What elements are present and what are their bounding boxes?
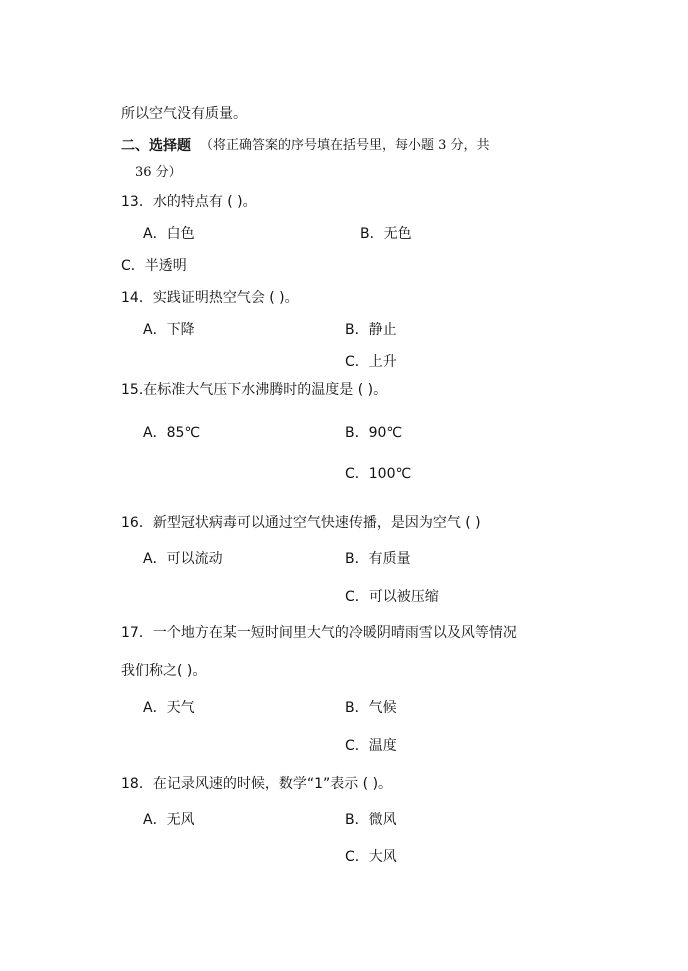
question-15-option-b[interactable]: B．90℃: [345, 425, 403, 441]
question-13-option-c[interactable]: C．半透明: [121, 258, 187, 274]
question-13-option-a[interactable]: A．白色: [143, 226, 195, 242]
question-17-option-a[interactable]: A．天气: [143, 700, 195, 716]
question-15-option-a[interactable]: A．85℃: [143, 425, 201, 441]
question-18-stem: 18．在记录风速的时候，数学“1”表示 ( )。: [121, 776, 393, 792]
question-16-option-c[interactable]: C．可以被压缩: [345, 589, 439, 605]
question-18-option-a[interactable]: A．无风: [143, 812, 195, 828]
section-note-line2: 36 分）: [135, 165, 182, 180]
section-heading: 二、选择题: [121, 138, 191, 154]
intro-line: 所以空气没有质量。: [121, 106, 247, 122]
question-17-option-c[interactable]: C．温度: [345, 738, 397, 754]
question-18-option-b[interactable]: B．微风: [345, 812, 397, 828]
question-13-option-b[interactable]: B．无色: [360, 226, 412, 242]
question-14-option-a[interactable]: A．下降: [143, 322, 195, 338]
question-17-option-b[interactable]: B．气候: [345, 700, 397, 716]
question-17-stem-line2: 我们称之( )。: [121, 663, 207, 679]
question-14-option-b[interactable]: B．静止: [345, 322, 397, 338]
question-13-stem: 13．水的特点有 ( )。: [121, 194, 257, 210]
question-17-stem-line1: 17．一个地方在某一短时间里大气的冷暖阴晴雨雪以及风等情况: [121, 625, 517, 641]
question-14-option-c[interactable]: C．上升: [345, 354, 397, 370]
question-16-stem: 16．新型冠状病毒可以通过空气快速传播，是因为空气 ( ): [121, 515, 481, 531]
question-16-option-b[interactable]: B．有质量: [345, 551, 411, 567]
question-18-option-c[interactable]: C．大风: [345, 849, 397, 865]
question-15-option-c[interactable]: C．100℃: [345, 466, 412, 482]
section-note-line1: （将正确答案的序号填在括号里，每小题 3 分，共: [200, 138, 490, 153]
question-14-stem: 14．实践证明热空气会 ( )。: [121, 290, 299, 306]
question-15-stem: 15.在标准大气压下水沸腾时的温度是 ( )。: [121, 382, 388, 398]
question-16-option-a[interactable]: A．可以流动: [143, 551, 223, 567]
